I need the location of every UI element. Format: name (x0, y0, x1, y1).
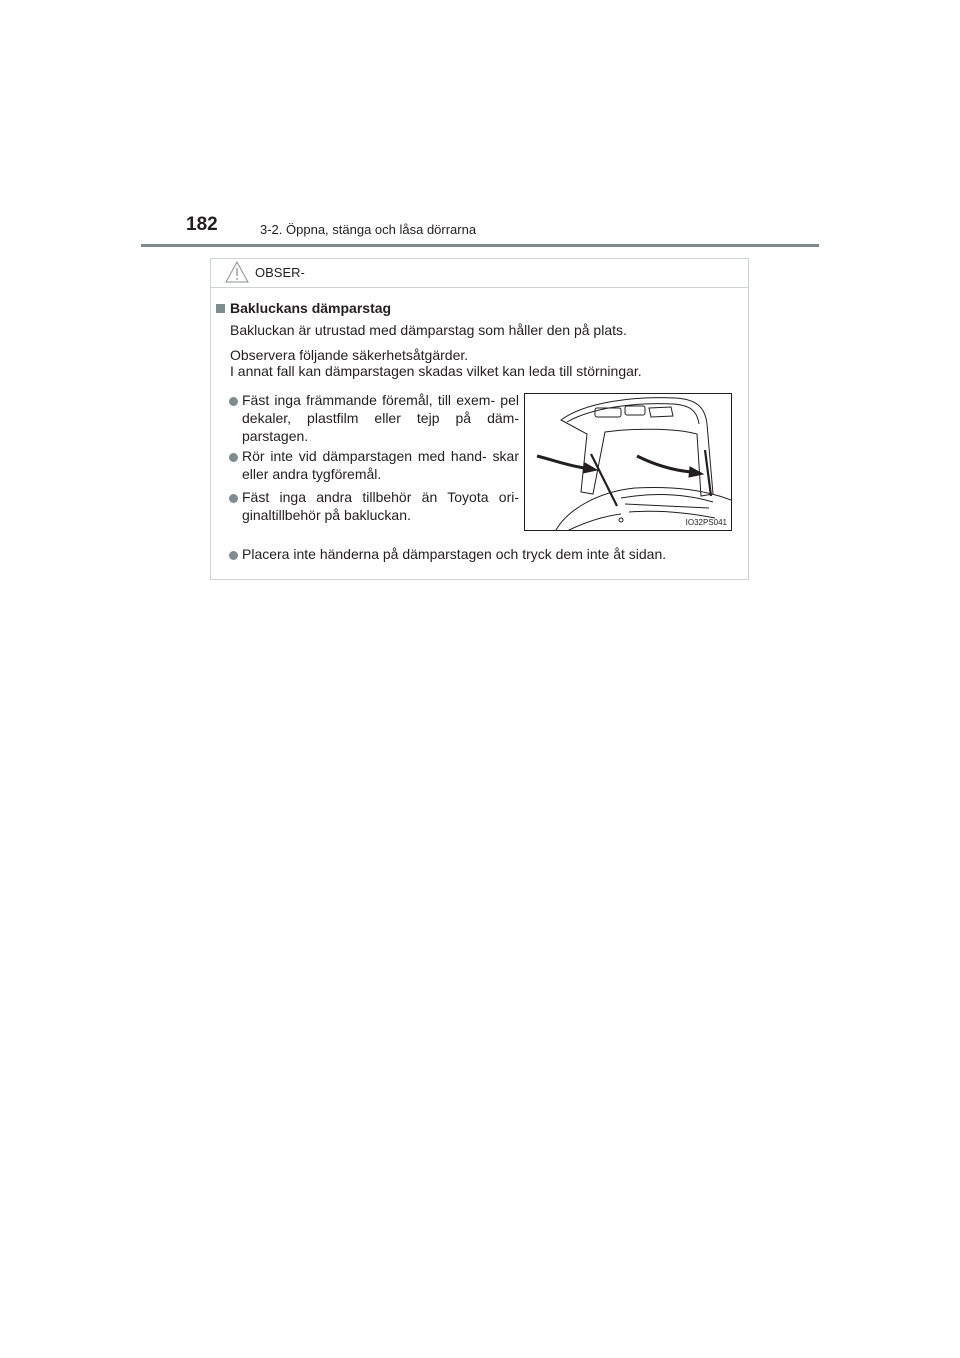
square-bullet-icon (216, 304, 225, 313)
intro-text: Bakluckan är utrustad med dämparstag som håller den på plats. (230, 322, 627, 338)
bullet-dot-icon (229, 494, 238, 503)
bullet-item: Fäst inga andra tillbehör än Toyota ori- ginaltillbehör på bakluckan. (242, 489, 519, 523)
page-number: 182 (186, 214, 218, 235)
bullet-dot-icon (229, 551, 238, 560)
bullet-item: Rör inte vid dämparstagen med hand- skar eller andra tygföremål. (242, 448, 519, 482)
bullet-dot-icon (229, 397, 238, 406)
note-line-2: I annat fall kan dämparstagen skadas vilket kan leda till störningar. (230, 363, 642, 379)
header-rule (141, 244, 819, 247)
caution-box (210, 258, 749, 580)
tailgate-illustration (524, 393, 732, 531)
bullet-dot-icon (229, 453, 238, 462)
tailgate-drawing (525, 394, 732, 531)
note-line-1: Observera följande säkerhetsåtgärder. (230, 347, 469, 363)
bullet-item: Placera inte händerna på dämparstagen och tryck dem inte åt sidan. (242, 546, 667, 562)
section-title: 3-2. Öppna, stänga och låsa dörrarna (260, 222, 477, 237)
illustration-code: IO32PS041 (685, 518, 727, 527)
caution-label: OBSER- (255, 265, 305, 280)
caution-header (211, 259, 748, 288)
subsection-title: Bakluckans dämparstag (230, 300, 392, 316)
warning-triangle-icon (225, 261, 249, 283)
bullet-item: Fäst inga främmande föremål, till exem- pel dekaler, plastfilm eller tejp på däm- parstagen. (242, 392, 519, 444)
